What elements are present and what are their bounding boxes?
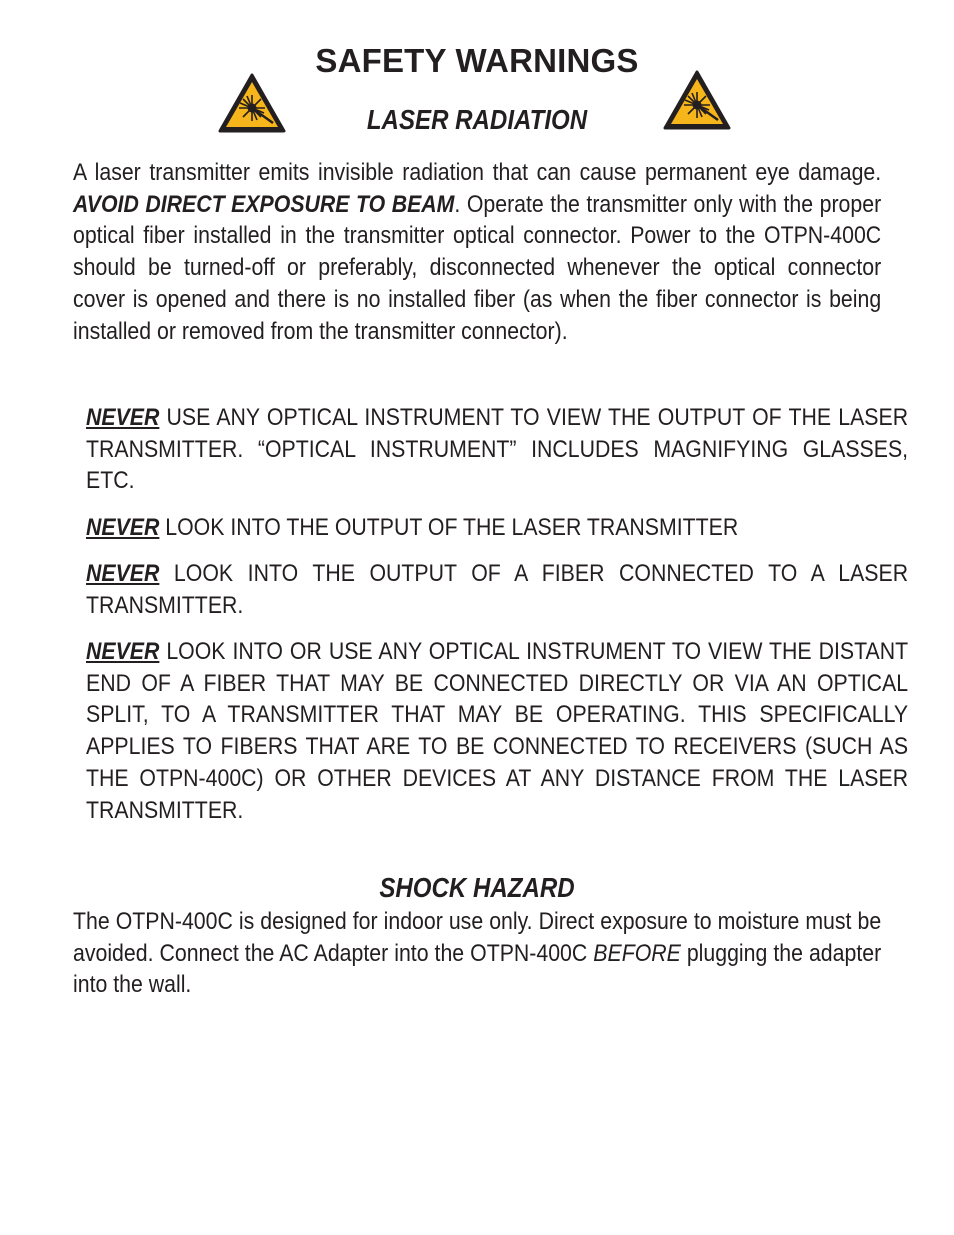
never-keyword: NEVER — [86, 638, 160, 665]
warning-text: LOOK INTO THE OUTPUT OF THE LASER TRANSMITTER — [159, 514, 739, 541]
warning-text: USE ANY OPTICAL INSTRUMENT TO VIEW THE OUTPUT OF THE LASER TRANSMITTER. “OPTICAL INSTRUMENT” INCLUDES MAGNIFYING GLASSES, ETC. — [86, 404, 909, 495]
shock-hazard-paragraph — [73, 906, 881, 1001]
never-warning-item — [86, 512, 908, 544]
laser-radiation-heading: LASER RADIATION — [366, 104, 588, 135]
warning-text: LOOK INTO OR USE ANY OPTICAL INSTRUMENT TO VIEW THE DISTANT END OF A FIBER THAT MAY BE CONNECTED DIRECTLY OR VIA AN OPTICAL SPLIT, TO A TRANSMITTER THAT MAY BE OPERATING. THIS SPECIFICALLY APPLIES TO FIBERS THAT ARE TO BE CONNECTED TO RECEIVERS (SUCH AS THE OTPN-400C) OR OTHER DEVICES AT ANY DISTANCE FROM THE LASER TRANSMITTER. — [86, 638, 909, 824]
never-warning-item — [86, 558, 908, 621]
never-warning-item — [86, 636, 908, 826]
avoid-exposure-emphasis: AVOID DIRECT EXPOSURE TO BEAM — [73, 190, 455, 218]
shock-hazard-heading: SHOCK HAZARD — [379, 872, 575, 903]
never-keyword: NEVER — [86, 514, 160, 541]
laser-warning-icon — [662, 68, 732, 132]
never-keyword: NEVER — [86, 404, 160, 431]
intro-text: A laser transmitter emits invisible radiation that can cause permanent eye damage. — [73, 159, 882, 186]
page-title: SAFETY WARNINGS — [315, 42, 639, 79]
never-warning-item — [86, 402, 908, 497]
shock-text: The OTPN-400C is designed for indoor use only. Direct exposure to moisture must be avoided. Connect the AC Adapter into the OTPN-400C — [73, 908, 882, 967]
before-emphasis: BEFORE — [593, 939, 681, 967]
never-keyword: NEVER — [86, 560, 160, 587]
laser-intro-paragraph — [73, 157, 881, 347]
shock-text-continued: plugging the adapter into the wall. — [73, 939, 882, 999]
intro-text-continued: . Operate the transmitter only with the proper optical fiber installed in the transmitter optical connector. Power to the OTPN-400C should be turned-off or preferably, disconnected whenever the optical connector cover is opened and there is no installed fiber (as when the fiber connector is being installed or removed from the transmitter connector). — [73, 190, 882, 345]
warning-text: LOOK INTO THE OUTPUT OF A FIBER CONNECTED TO A LASER TRANSMITTER. — [86, 560, 909, 619]
